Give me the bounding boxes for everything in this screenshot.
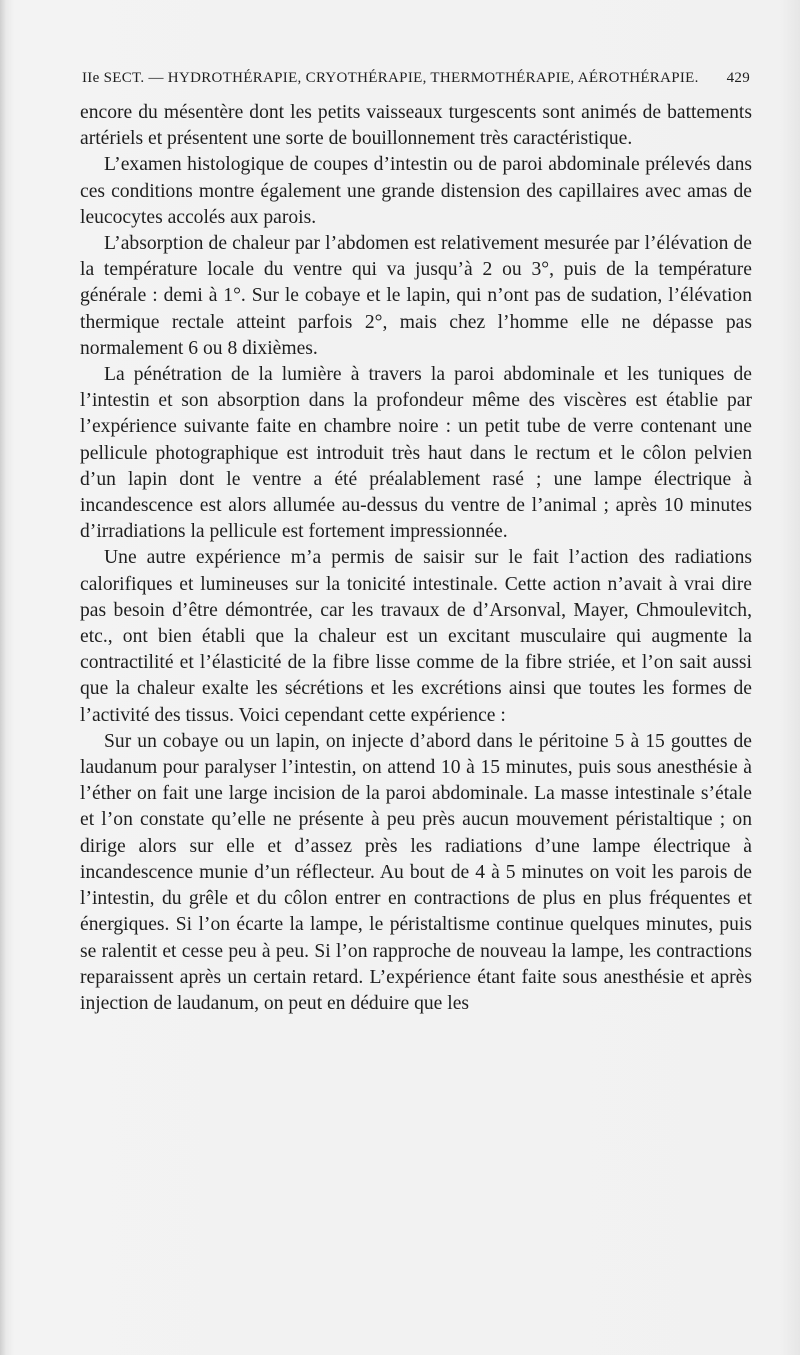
- paragraph-intestinal-tonicity: Une autre expérience m’a permis de saisir sur le fait l’action des radiations calorifiques et lumineuses sur la tonicité intestinale. Cette action n’avait à vrai dire pas besoin d’être démontrée, car les travaux de d’Arsonval, Mayer, Chmoulevitch, etc., ont bien établi que la chaleur est un excitant musculaire qui augmente la contractilité et l’élasticité de la fibre lisse comme de la fibre striée, et l’on sait aussi que la chaleur exalte les sécrétions et les excrétions ainsi que toutes les formes de l’activité des tissus. Voici cependant cette expérience :: [80, 547, 752, 726]
- running-header: [82, 70, 750, 94]
- body-text: [80, 100, 752, 1017]
- section-title: IIe SECT. — HYDROTHÉRAPIE, CRYOTHÉRAPIE, THERMOTHÉRAPIE, AÉROTHÉRAPIE.: [82, 70, 699, 86]
- paragraph-heat-absorption: L’absorption de chaleur par l’abdomen est relativement mesurée par l’élévation de la température locale du ventre qui va jusqu’à 2 ou 3°, puis de la température générale : demi à 1°. Sur le cobaye et le lapin, qui n’ont pas de sudation, l’élévation thermique rectale atteint parfois 2°, mais chez l’homme elle ne dépasse pas normalement 6 ou 8 dixièmes.: [80, 233, 752, 359]
- paragraph-histology: L’examen histologique de coupes d’intestin ou de paroi abdominale prélevés dans ces conditions montre également une grande distension des capillaires avec amas de leucocytes accolés aux parois.: [80, 154, 752, 228]
- paragraph-continued: encore du mésentère dont les petits vaisseaux turgescents sont animés de battements artériels et présentent une sorte de bouillonnement très caractéristique.: [80, 102, 752, 150]
- paragraph-light-penetration: La pénétration de la lumière à travers la paroi abdominale et les tuniques de l’intestin et son absorption dans la profondeur même des viscères est établie par l’expérience suivante faite en chambre noire : un petit tube de verre contenant une pellicule photographique est introduit très haut dans le rectum et le côlon pelvien d’un lapin dont le ventre a été préalablement rasé ; une lampe électrique à incandescence est alors allumée au-dessus du ventre de l’animal ; après 10 minutes d’irradiations la pellicule est fortement impressionnée.: [80, 364, 752, 543]
- paragraph-experiment: Sur un cobaye ou un lapin, on injecte d’abord dans le péritoine 5 à 15 gouttes de laudanum pour paralyser l’intestin, on attend 10 à 15 minutes, puis sous anesthésie à l’éther on fait une large incision de la paroi abdominale. La masse intestinale s’étale et l’on constate qu’elle ne présente à peu près aucun mouvement péristaltique ; on dirige alors sur elle et d’assez près les radiations d’une lampe électrique à incandescence munie d’un réflecteur. Au bout de 4 à 5 minutes on voit les parois de l’intestin, du grêle et du côlon entrer en contractions de plus en plus fréquentes et énergiques. Si l’on écarte la lampe, le péristaltisme continue quelques minutes, puis se ralentit et cesse peu à peu. Si l’on rapproche de nouveau la lampe, les contractions reparaissent après un certain retard. L’expérience étant faite sous anesthésie et après injection de laudanum, on peut en déduire que les: [80, 730, 752, 1014]
- page-number: 429: [726, 70, 750, 86]
